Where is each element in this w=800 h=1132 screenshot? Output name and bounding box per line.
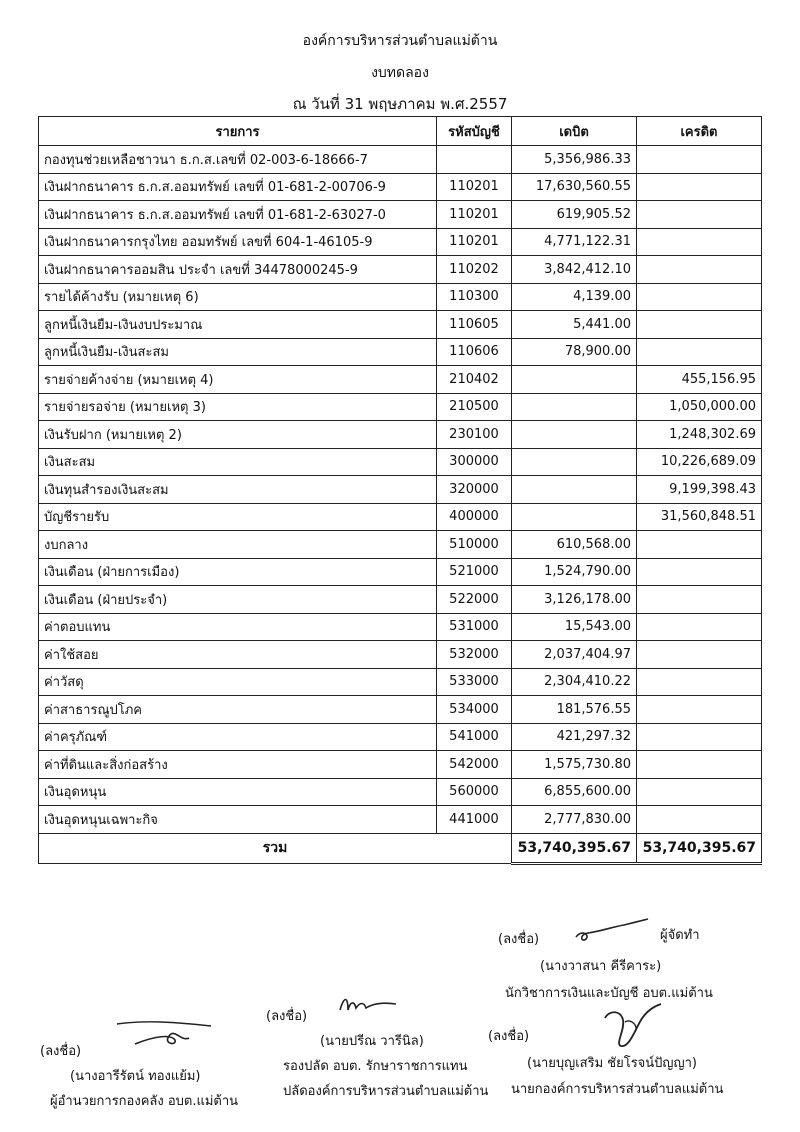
table-row	[39, 228, 762, 256]
row-credit: 10,226,689.09	[637, 448, 762, 476]
table-row	[39, 146, 762, 174]
row-debit: 17,630,560.55	[512, 173, 637, 201]
row-credit	[637, 146, 762, 174]
row-item: เงินอุดหนุนเฉพาะกิจ	[39, 806, 437, 834]
row-credit	[637, 338, 762, 366]
row-account-code: 110201	[437, 228, 512, 256]
row-credit: 31,560,848.51	[637, 503, 762, 531]
as-of-date: ณ วันที่ 31 พฤษภาคม พ.ศ.2557	[292, 95, 508, 113]
row-item: ค่าวัสดุ	[39, 668, 437, 696]
row-item: เงินทุนสำรองเงินสะสม	[39, 476, 437, 504]
column-header-credit: เครดิต	[637, 117, 762, 146]
row-account-code: 230100	[437, 421, 512, 449]
table-body	[39, 146, 762, 834]
row-credit	[637, 613, 762, 641]
row-credit	[637, 311, 762, 339]
row-debit: 3,126,178.00	[512, 586, 637, 614]
row-item: กองทุนช่วยเหลือชาวนา ธ.ก.ส.เลขที่ 02-003-6-18666-7	[39, 146, 437, 174]
row-item: ค่าใช้สอย	[39, 641, 437, 669]
row-debit: 181,576.55	[512, 696, 637, 724]
row-debit: 5,441.00	[512, 311, 637, 339]
row-credit	[637, 668, 762, 696]
table-row	[39, 613, 762, 641]
table-row	[39, 448, 762, 476]
table-row	[39, 283, 762, 311]
row-credit	[637, 723, 762, 751]
preparer-position: นักวิชาการเงินและบัญชี อบต.แม่ต้าน	[505, 986, 713, 1001]
row-debit: 5,356,986.33	[512, 146, 637, 174]
table-row	[39, 173, 762, 201]
preparer-sign-label: (ลงชื่อ)	[498, 932, 540, 947]
column-header-account-code: รหัสบัญชี	[437, 117, 512, 146]
row-item: บัญชีรายรับ	[39, 503, 437, 531]
row-debit: 1,575,730.80	[512, 751, 637, 779]
row-debit	[512, 366, 637, 394]
finance-director-signature	[115, 1018, 215, 1048]
row-credit	[637, 201, 762, 229]
row-credit	[637, 806, 762, 834]
trial-balance-table	[38, 116, 762, 865]
row-debit: 2,037,404.97	[512, 641, 637, 669]
row-debit	[512, 421, 637, 449]
table-row	[39, 338, 762, 366]
row-item: ค่าสาธารณูปโภค	[39, 696, 437, 724]
row-account-code: 441000	[437, 806, 512, 834]
row-item: ลูกหนี้เงินยืม-เงินสะสม	[39, 338, 437, 366]
document-title: งบทดลอง	[371, 65, 429, 81]
row-account-code: 542000	[437, 751, 512, 779]
row-debit: 6,855,600.00	[512, 778, 637, 806]
row-item: เงินอุดหนุน	[39, 778, 437, 806]
row-debit: 15,543.00	[512, 613, 637, 641]
table-row	[39, 586, 762, 614]
row-item: เงินฝากธนาคารกรุงไทย ออมทรัพย์ เลขที่ 604-1-46105-9	[39, 228, 437, 256]
row-account-code: 510000	[437, 531, 512, 559]
row-account-code: 533000	[437, 668, 512, 696]
row-debit: 2,304,410.22	[512, 668, 637, 696]
row-account-code: 210500	[437, 393, 512, 421]
row-debit: 421,297.32	[512, 723, 637, 751]
row-item: ลูกหนี้เงินยืม-เงินงบประมาณ	[39, 311, 437, 339]
total-row	[39, 833, 762, 863]
column-header-item: รายการ	[39, 117, 437, 146]
row-credit	[637, 641, 762, 669]
row-debit: 2,777,830.00	[512, 806, 637, 834]
deputy-clerk-position-line1: รองปลัด อบต. รักษาราชการแทน	[283, 1059, 468, 1074]
table-row	[39, 806, 762, 834]
table-row	[39, 366, 762, 394]
table-row	[39, 641, 762, 669]
row-item: เงินฝากธนาคารออมสิน ประจำ เลขที่ 34478000245-9	[39, 256, 437, 284]
table-row	[39, 256, 762, 284]
row-account-code: 110201	[437, 201, 512, 229]
row-debit: 4,139.00	[512, 283, 637, 311]
table-row	[39, 311, 762, 339]
row-credit: 9,199,398.43	[637, 476, 762, 504]
finance-director-position: ผู้อำนวยการกองคลัง อบต.แม่ต้าน	[50, 1094, 239, 1109]
row-item: เงินฝากธนาคาร ธ.ก.ส.ออมทรัพย์ เลขที่ 01-681-2-63027-0	[39, 201, 437, 229]
row-account-code: 110300	[437, 283, 512, 311]
row-credit	[637, 778, 762, 806]
preparer-signature	[572, 915, 652, 943]
row-account-code: 400000	[437, 503, 512, 531]
table-row	[39, 531, 762, 559]
table-row	[39, 201, 762, 229]
table-row	[39, 476, 762, 504]
row-credit	[637, 696, 762, 724]
row-item: เงินเดือน (ฝ่ายประจำ)	[39, 586, 437, 614]
row-account-code: 300000	[437, 448, 512, 476]
table-row	[39, 558, 762, 586]
mayor-signature	[595, 1000, 665, 1050]
row-credit	[637, 283, 762, 311]
row-account-code: 210402	[437, 366, 512, 394]
deputy-clerk-sign-label: (ลงชื่อ)	[266, 1009, 308, 1024]
row-account-code	[437, 146, 512, 174]
mayor-sign-label: (ลงชื่อ)	[488, 1029, 530, 1044]
row-debit	[512, 448, 637, 476]
preparer-role: ผู้จัดทำ	[660, 928, 700, 943]
deputy-clerk-signature	[338, 992, 398, 1016]
row-credit	[637, 586, 762, 614]
row-account-code: 320000	[437, 476, 512, 504]
table-row	[39, 696, 762, 724]
row-account-code: 541000	[437, 723, 512, 751]
row-credit	[637, 256, 762, 284]
row-item: เงินสะสม	[39, 448, 437, 476]
row-debit: 3,842,412.10	[512, 256, 637, 284]
row-debit: 4,771,122.31	[512, 228, 637, 256]
row-item: ค่าตอบแทน	[39, 613, 437, 641]
table-row	[39, 503, 762, 531]
table-row	[39, 723, 762, 751]
row-account-code: 522000	[437, 586, 512, 614]
table-row	[39, 751, 762, 779]
row-item: เงินฝากธนาคาร ธ.ก.ส.ออมทรัพย์ เลขที่ 01-681-2-00706-9	[39, 173, 437, 201]
row-credit	[637, 751, 762, 779]
row-account-code: 110201	[437, 173, 512, 201]
total-credit: 53,740,395.67	[637, 833, 762, 863]
row-account-code: 110606	[437, 338, 512, 366]
row-item: เงินรับฝาก (หมายเหตุ 2)	[39, 421, 437, 449]
mayor-position: นายกองค์การบริหารส่วนตำบลแม่ต้าน	[511, 1082, 724, 1097]
row-item: รายจ่ายค้างจ่าย (หมายเหตุ 4)	[39, 366, 437, 394]
row-item: ค่าที่ดินและสิ่งก่อสร้าง	[39, 751, 437, 779]
row-account-code: 531000	[437, 613, 512, 641]
row-account-code: 110202	[437, 256, 512, 284]
row-item: รายจ่ายรอจ่าย (หมายเหตุ 3)	[39, 393, 437, 421]
row-account-code: 521000	[437, 558, 512, 586]
row-credit	[637, 558, 762, 586]
row-credit	[637, 531, 762, 559]
finance-director-sign-label: (ลงชื่อ)	[40, 1044, 82, 1059]
row-item: รายได้ค้างรับ (หมายเหตุ 6)	[39, 283, 437, 311]
row-credit: 1,248,302.69	[637, 421, 762, 449]
row-credit	[637, 228, 762, 256]
row-item: ค่าครุภัณฑ์	[39, 723, 437, 751]
table-row	[39, 668, 762, 696]
row-item: เงินเดือน (ฝ่ายการเมือง)	[39, 558, 437, 586]
total-label: รวม	[39, 833, 512, 863]
mayor-name: (นายบุญเสริม ชัยโรจน์ปัญญา)	[527, 1056, 697, 1071]
column-header-debit: เดบิต	[512, 117, 637, 146]
row-debit: 78,900.00	[512, 338, 637, 366]
total-debit: 53,740,395.67	[512, 833, 637, 863]
table-row	[39, 421, 762, 449]
row-credit	[637, 173, 762, 201]
row-debit: 1,524,790.00	[512, 558, 637, 586]
row-debit: 610,568.00	[512, 531, 637, 559]
table-row	[39, 778, 762, 806]
row-item: งบกลาง	[39, 531, 437, 559]
row-account-code: 532000	[437, 641, 512, 669]
row-debit: 619,905.52	[512, 201, 637, 229]
row-account-code: 560000	[437, 778, 512, 806]
row-credit: 455,156.95	[637, 366, 762, 394]
table-row	[39, 393, 762, 421]
row-account-code: 110605	[437, 311, 512, 339]
row-debit	[512, 503, 637, 531]
deputy-clerk-name: (นายปรีณ วารีนิล)	[320, 1034, 424, 1049]
finance-director-name: (นางอารีรัตน์ ทองแย้ม)	[70, 1069, 201, 1084]
row-account-code: 534000	[437, 696, 512, 724]
preparer-name: (นางวาสนา คีรีคาระ)	[540, 959, 662, 974]
row-credit: 1,050,000.00	[637, 393, 762, 421]
organization-name: องค์การบริหารส่วนตำบลแม่ต้าน	[302, 33, 498, 49]
row-debit	[512, 393, 637, 421]
table-header-row	[39, 117, 762, 146]
row-debit	[512, 476, 637, 504]
deputy-clerk-position-line2: ปลัดองค์การบริหารส่วนตำบลแม่ต้าน	[283, 1084, 489, 1099]
